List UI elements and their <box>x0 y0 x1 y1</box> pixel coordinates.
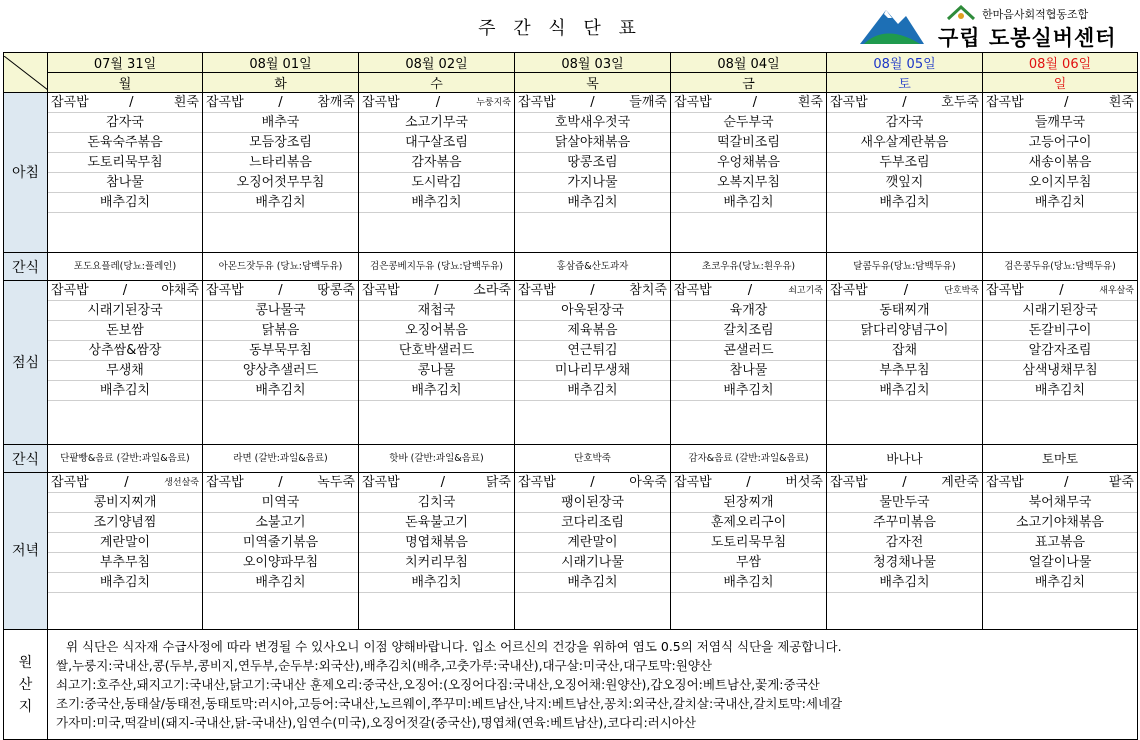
weekday-row <box>4 73 1138 93</box>
porridge-text: 닭죽 <box>485 475 511 490</box>
date-cell: 07월 31일 <box>48 53 203 73</box>
origin-note-line: 쌀,누룽지:국내산,콩(두부,콩비지,연두부,순두부:외국산),배추김치(배추,고춧가루:국내산),대구살:미국산,대구토막:원양산 <box>56 658 712 673</box>
rice-line <box>983 473 1137 493</box>
rice-text: 잡곡밥 <box>51 475 89 490</box>
menu-item: 새송이볶음 <box>983 153 1137 173</box>
snack-cell: 바나나 <box>827 445 983 473</box>
snack-cell: 포도요플레(당뇨:플레인) <box>48 253 203 281</box>
lunch-cell <box>827 281 983 445</box>
menu-item: 미역국 <box>203 493 358 513</box>
rice-line <box>827 281 982 301</box>
dinner-cell <box>983 473 1138 630</box>
date-cell: 08월 05일 <box>827 53 983 73</box>
lunch-cell <box>359 281 515 445</box>
menu-item: 콩나물국 <box>203 301 358 321</box>
menu-item: 팽이된장국 <box>515 493 670 513</box>
menu-item: 돈육숙주볶음 <box>48 133 202 153</box>
porridge-text: 팥죽 <box>1108 475 1134 490</box>
origin-notes <box>48 630 1138 740</box>
rice-line <box>515 93 670 113</box>
lunch-row <box>4 281 1138 445</box>
meal-list <box>203 473 358 629</box>
origin-note-line: 위 식단은 식자재 수급사정에 따라 변경될 수 있사오니 이점 양해바랍니다. 입소 어르신의 건강을 위하여 염도 0.5의 저염식 식단을 제공합니다. <box>66 639 842 654</box>
rice-text: 잡곡밥 <box>518 475 556 490</box>
menu-item: 육개장 <box>671 301 826 321</box>
menu-item: 배추김치 <box>515 573 670 593</box>
rice-line <box>827 93 982 113</box>
porridge-text: 흰죽 <box>1108 95 1134 110</box>
meal-list <box>359 281 514 444</box>
menu-item: 배추김치 <box>515 381 670 401</box>
menu-item: 고등어구이 <box>983 133 1137 153</box>
menu-item: 호박새우젓국 <box>515 113 670 133</box>
separator-text: / <box>1064 475 1069 490</box>
menu-item: 깻잎지 <box>827 173 982 193</box>
menu-item: 감자국 <box>48 113 202 133</box>
menu-item: 알감자조림 <box>983 341 1137 361</box>
menu-item: 계란말이 <box>48 533 202 553</box>
rice-text: 잡곡밥 <box>830 283 868 298</box>
porridge-text: 버섯죽 <box>785 475 823 490</box>
lunch-cell <box>515 281 671 445</box>
dinner-cell <box>359 473 515 630</box>
date-cell: 08월 04일 <box>671 53 827 73</box>
menu-item: 배추김치 <box>827 193 982 213</box>
separator-text: / <box>435 95 441 110</box>
menu-item: 삼색냉채무침 <box>983 361 1137 381</box>
org-badge-icon <box>946 5 976 21</box>
separator-text: / <box>129 95 134 110</box>
meal-list <box>48 473 202 629</box>
rice-line <box>359 473 514 493</box>
menu-item: 배추김치 <box>983 573 1137 593</box>
meal-list <box>48 93 202 252</box>
menu-item: 참나물 <box>48 173 202 193</box>
separator-text: / <box>1064 95 1069 110</box>
snack-cell: 감자&음료 (갈반:과일&음료) <box>671 445 827 473</box>
menu-item: 양상추샐러드 <box>203 361 358 381</box>
snack1-label: 간식 <box>4 253 48 281</box>
page-header <box>0 0 1140 52</box>
porridge-text: 들깨죽 <box>629 95 667 110</box>
separator-text: / <box>747 283 753 298</box>
separator-text: / <box>440 475 445 490</box>
weekday-cell: 토 <box>827 73 983 93</box>
porridge-text: 새우살죽 <box>1099 286 1134 296</box>
menu-item: 재첩국 <box>359 301 514 321</box>
menu-item: 미나리무생채 <box>515 361 670 381</box>
menu-item: 상추쌈&쌈장 <box>48 341 202 361</box>
rice-line <box>671 281 826 301</box>
rice-line <box>359 281 514 301</box>
menu-item: 배추김치 <box>515 193 670 213</box>
breakfast-cell <box>359 93 515 253</box>
origin-note-line: 쇠고기:호주산,돼지고기:국내산,닭고기:국내산 훈제오리:중국산,오징어:(오징어다짐:국내산,오징어채:원양산),갑오징어:베트남산,꽃게:중국산 <box>56 677 820 692</box>
menu-item: 배추김치 <box>827 381 982 401</box>
origin-row <box>4 630 1138 740</box>
separator-text: / <box>902 95 907 110</box>
menu-item: 미역줄기볶음 <box>203 533 358 553</box>
separator-text: / <box>590 283 595 298</box>
rice-text: 잡곡밥 <box>674 283 712 298</box>
menu-item: 오이양파무침 <box>203 553 358 573</box>
menu-item: 우엉채볶음 <box>671 153 826 173</box>
rice-text: 잡곡밥 <box>51 95 89 110</box>
weekday-cell: 화 <box>203 73 359 93</box>
breakfast-label: 아침 <box>4 93 48 253</box>
dinner-label: 저녁 <box>4 473 48 630</box>
meal-list <box>671 281 826 444</box>
origin-note-line: 조기:중국산,동태살/동태전,동태토막:러시아,고등어:국내산,노르웨이,쭈꾸미:베트남산,낙지:베트남산,꽁치:외국산,갈치살:국내산,갈치토막:세네갈 <box>56 696 843 711</box>
porridge-text: 쇠고기죽 <box>788 286 823 296</box>
date-row <box>4 53 1138 73</box>
snack-cell: 단호박죽 <box>515 445 671 473</box>
menu-item: 북어채무국 <box>983 493 1137 513</box>
meal-list <box>671 473 826 629</box>
diagonal-divider-icon <box>4 56 48 90</box>
origin-label-text: 원산지 <box>18 654 33 715</box>
porridge-text: 흰죽 <box>797 95 823 110</box>
menu-item: 오징어볶음 <box>359 321 514 341</box>
menu-item: 된장찌개 <box>671 493 826 513</box>
menu-item: 배추김치 <box>671 193 826 213</box>
rice-text: 잡곡밥 <box>362 283 400 298</box>
menu-item: 명엽채볶음 <box>359 533 514 553</box>
menu-item: 김치국 <box>359 493 514 513</box>
menu-item: 새우살계란볶음 <box>827 133 982 153</box>
menu-item: 소고기무국 <box>359 113 514 133</box>
separator-text: / <box>124 475 129 490</box>
menu-item: 배추김치 <box>983 381 1137 401</box>
snack2-row <box>4 445 1138 473</box>
date-cell: 08월 06일 <box>983 53 1138 73</box>
date-cell: 08월 02일 <box>359 53 515 73</box>
menu-item: 땅콩조림 <box>515 153 670 173</box>
rice-line <box>359 93 514 113</box>
menu-item: 배추김치 <box>48 573 202 593</box>
menu-item: 느타리볶음 <box>203 153 358 173</box>
porridge-text: 땅콩죽 <box>317 283 355 298</box>
menu-item: 시래기나물 <box>515 553 670 573</box>
dinner-cell <box>515 473 671 630</box>
weekday-cell: 월 <box>48 73 203 93</box>
menu-item: 잡채 <box>827 341 982 361</box>
menu-item: 제육볶음 <box>515 321 670 341</box>
menu-item: 닭살야채볶음 <box>515 133 670 153</box>
snack-cell: 라면 (갈반:과일&음료) <box>203 445 359 473</box>
separator-text: / <box>278 95 283 110</box>
menu-item: 오이지무침 <box>983 173 1137 193</box>
rice-line <box>671 473 826 493</box>
menu-item: 도시락김 <box>359 173 514 193</box>
porridge-text: 소라죽 <box>473 283 511 298</box>
menu-item: 배추김치 <box>203 381 358 401</box>
menu-item: 소불고기 <box>203 513 358 533</box>
snack1-row <box>4 253 1138 281</box>
rice-text: 잡곡밥 <box>518 95 556 110</box>
lunch-cell <box>203 281 359 445</box>
menu-item: 배추김치 <box>359 573 514 593</box>
rice-text: 잡곡밥 <box>51 283 89 298</box>
menu-item: 배추김치 <box>48 193 202 213</box>
porridge-text: 참깨죽 <box>317 95 355 110</box>
menu-item: 돈갈비구이 <box>983 321 1137 341</box>
snack-cell: 토마토 <box>983 445 1138 473</box>
rice-line <box>671 93 826 113</box>
menu-item: 동부묵무침 <box>203 341 358 361</box>
rice-text: 잡곡밥 <box>518 283 556 298</box>
porridge-text: 녹두죽 <box>317 475 355 490</box>
separator-text: / <box>590 475 595 490</box>
meal-list <box>983 93 1137 252</box>
menu-item: 두부조림 <box>827 153 982 173</box>
snack-cell: 검은콩베지두유 (당뇨:담백두유) <box>359 253 515 281</box>
lunch-cell <box>671 281 827 445</box>
menu-item: 아욱된장국 <box>515 301 670 321</box>
menu-item: 배추김치 <box>359 193 514 213</box>
rice-line <box>48 281 202 301</box>
date-cell: 08월 01일 <box>203 53 359 73</box>
weekday-cell: 일 <box>983 73 1138 93</box>
meal-list <box>983 473 1137 629</box>
corner-cell <box>4 53 48 93</box>
porridge-text: 누룽지죽 <box>476 98 511 108</box>
meal-list <box>827 93 982 252</box>
menu-item: 치커리무침 <box>359 553 514 573</box>
menu-item: 무생채 <box>48 361 202 381</box>
rice-line <box>48 93 202 113</box>
menu-item: 감자전 <box>827 533 982 553</box>
meal-list <box>671 93 826 252</box>
menu-item: 물만두국 <box>827 493 982 513</box>
dinner-cell <box>48 473 203 630</box>
menu-item: 콩나물 <box>359 361 514 381</box>
menu-item: 감자국 <box>827 113 982 133</box>
menu-item: 시래기된장국 <box>48 301 202 321</box>
rice-text: 잡곡밥 <box>206 95 244 110</box>
weekly-menu-table <box>3 52 1138 740</box>
breakfast-cell <box>203 93 359 253</box>
lunch-label: 점심 <box>4 281 48 445</box>
menu-item: 참나물 <box>671 361 826 381</box>
org-subtitle: 한마음사회적협동조합 <box>982 8 1089 21</box>
snack-cell: 초코우유(당뇨:흰우유) <box>671 253 827 281</box>
menu-item: 배추김치 <box>671 573 826 593</box>
menu-item: 부추무침 <box>827 361 982 381</box>
mountain-logo-icon <box>858 4 926 46</box>
menu-item: 닭다리양념구이 <box>827 321 982 341</box>
rice-text: 잡곡밥 <box>830 475 868 490</box>
breakfast-cell <box>48 93 203 253</box>
weekday-cell: 목 <box>515 73 671 93</box>
porridge-text: 계란죽 <box>941 475 979 490</box>
snack-cell: 핫바 (갈반:과일&음료) <box>359 445 515 473</box>
snack-cell: 달콤두유(당뇨:담백두유) <box>827 253 983 281</box>
separator-text: / <box>278 475 283 490</box>
menu-item: 배추김치 <box>671 381 826 401</box>
separator-text: / <box>122 283 128 298</box>
lunch-cell <box>983 281 1138 445</box>
porridge-text: 흰죽 <box>173 95 199 110</box>
breakfast-cell <box>827 93 983 253</box>
weekday-cell: 수 <box>359 73 515 93</box>
menu-item: 훈제오리구이 <box>671 513 826 533</box>
menu-item: 배추김치 <box>203 573 358 593</box>
weekday-cell: 금 <box>671 73 827 93</box>
menu-item: 도토리묵무침 <box>48 153 202 173</box>
meal-list <box>48 281 202 444</box>
rice-text: 잡곡밥 <box>362 475 400 490</box>
menu-item: 시래기된장국 <box>983 301 1137 321</box>
meal-list <box>359 473 514 629</box>
meal-list <box>515 473 670 629</box>
separator-text: / <box>278 283 283 298</box>
rice-line <box>827 473 982 493</box>
rice-line <box>515 281 670 301</box>
menu-item: 청경채나물 <box>827 553 982 573</box>
rice-text: 잡곡밥 <box>830 95 868 110</box>
menu-item: 코다리조림 <box>515 513 670 533</box>
menu-item: 배추국 <box>203 113 358 133</box>
menu-item: 계란말이 <box>515 533 670 553</box>
rice-text: 잡곡밥 <box>986 475 1024 490</box>
menu-item: 콩비지찌개 <box>48 493 202 513</box>
meal-list <box>359 93 514 252</box>
menu-item: 오징어젓무무침 <box>203 173 358 193</box>
origin-note-line: 가자미:미국,떡갈비(돼지-국내산,닭-국내산),임연수(미국),오징어젓갈(중국산),명엽채(연육:베트남산),코다리:러시아산 <box>56 715 696 730</box>
breakfast-cell <box>983 93 1138 253</box>
porridge-text: 참치죽 <box>629 283 667 298</box>
meal-list <box>827 281 982 444</box>
menu-item: 닭볶음 <box>203 321 358 341</box>
rice-line <box>48 473 202 493</box>
menu-item: 연근튀김 <box>515 341 670 361</box>
porridge-text: 생선살죽 <box>164 478 199 488</box>
menu-item: 들깨무국 <box>983 113 1137 133</box>
meal-list <box>983 281 1137 444</box>
menu-item: 갈치조림 <box>671 321 826 341</box>
rice-text: 잡곡밥 <box>986 95 1024 110</box>
menu-item: 동태찌개 <box>827 301 982 321</box>
rice-text: 잡곡밥 <box>206 475 244 490</box>
menu-item: 얼갈이나물 <box>983 553 1137 573</box>
menu-item: 돈보쌈 <box>48 321 202 341</box>
menu-item: 가지나물 <box>515 173 670 193</box>
menu-item: 감자볶음 <box>359 153 514 173</box>
menu-item: 표고볶음 <box>983 533 1137 553</box>
rice-line <box>203 473 358 493</box>
meal-list <box>203 93 358 252</box>
menu-item: 배추김치 <box>48 381 202 401</box>
rice-text: 잡곡밥 <box>674 475 712 490</box>
separator-text: / <box>903 283 909 298</box>
snack-cell: 검은콩두유(당뇨:담백두유) <box>983 253 1138 281</box>
separator-text: / <box>1059 283 1064 298</box>
menu-item: 주꾸미볶음 <box>827 513 982 533</box>
menu-item: 배추김치 <box>203 193 358 213</box>
porridge-text: 단호박죽 <box>944 286 979 296</box>
page-title: 주 간 식 단 표 <box>478 18 642 39</box>
menu-item: 단호박샐러드 <box>359 341 514 361</box>
lunch-cell <box>48 281 203 445</box>
meal-list <box>515 281 670 444</box>
rice-line <box>983 93 1137 113</box>
menu-item: 콘샐러드 <box>671 341 826 361</box>
menu-item: 순두부국 <box>671 113 826 133</box>
menu-item: 대구살조림 <box>359 133 514 153</box>
menu-item: 떡갈비조림 <box>671 133 826 153</box>
rice-line <box>203 93 358 113</box>
menu-item: 배추김치 <box>827 573 982 593</box>
menu-item: 부추무침 <box>48 553 202 573</box>
menu-item: 도토리묵무침 <box>671 533 826 553</box>
meal-list <box>827 473 982 629</box>
rice-text: 잡곡밥 <box>206 283 244 298</box>
breakfast-cell <box>671 93 827 253</box>
porridge-text: 아욱죽 <box>629 475 667 490</box>
date-cell: 08월 03일 <box>515 53 671 73</box>
rice-text: 잡곡밥 <box>986 283 1024 298</box>
org-name: 구립 도봉실버센터 <box>938 26 1117 50</box>
dinner-cell <box>671 473 827 630</box>
dinner-row <box>4 473 1138 630</box>
separator-text: / <box>590 95 595 110</box>
snack2-label: 간식 <box>4 445 48 473</box>
meal-list <box>203 281 358 444</box>
menu-item: 무쌈 <box>671 553 826 573</box>
rice-line <box>203 281 358 301</box>
menu-item: 배추김치 <box>359 381 514 401</box>
snack-cell: 단팥빵&음료 (갈반:과일&음료) <box>48 445 203 473</box>
dinner-cell <box>827 473 983 630</box>
rice-text: 잡곡밥 <box>674 95 712 110</box>
rice-line <box>983 281 1137 301</box>
meal-list <box>515 93 670 252</box>
rice-line <box>515 473 670 493</box>
separator-text: / <box>902 475 907 490</box>
breakfast-row <box>4 93 1138 253</box>
origin-label <box>4 630 48 740</box>
menu-item: 모듬장조림 <box>203 133 358 153</box>
separator-text: / <box>746 475 751 490</box>
menu-item: 배추김치 <box>983 193 1137 213</box>
rice-text: 잡곡밥 <box>362 95 400 110</box>
menu-item: 조기양념찜 <box>48 513 202 533</box>
menu-item: 오복지무침 <box>671 173 826 193</box>
separator-text: / <box>752 95 757 110</box>
separator-text: / <box>434 283 439 298</box>
porridge-text: 야채죽 <box>161 283 199 298</box>
porridge-text: 호두죽 <box>941 95 979 110</box>
menu-item: 돈육불고기 <box>359 513 514 533</box>
snack-cell: 홍삼즙&산도과자 <box>515 253 671 281</box>
breakfast-cell <box>515 93 671 253</box>
menu-item: 소고기야채볶음 <box>983 513 1137 533</box>
snack-cell: 아몬드잣두유 (당뇨:담백두유) <box>203 253 359 281</box>
dinner-cell <box>203 473 359 630</box>
